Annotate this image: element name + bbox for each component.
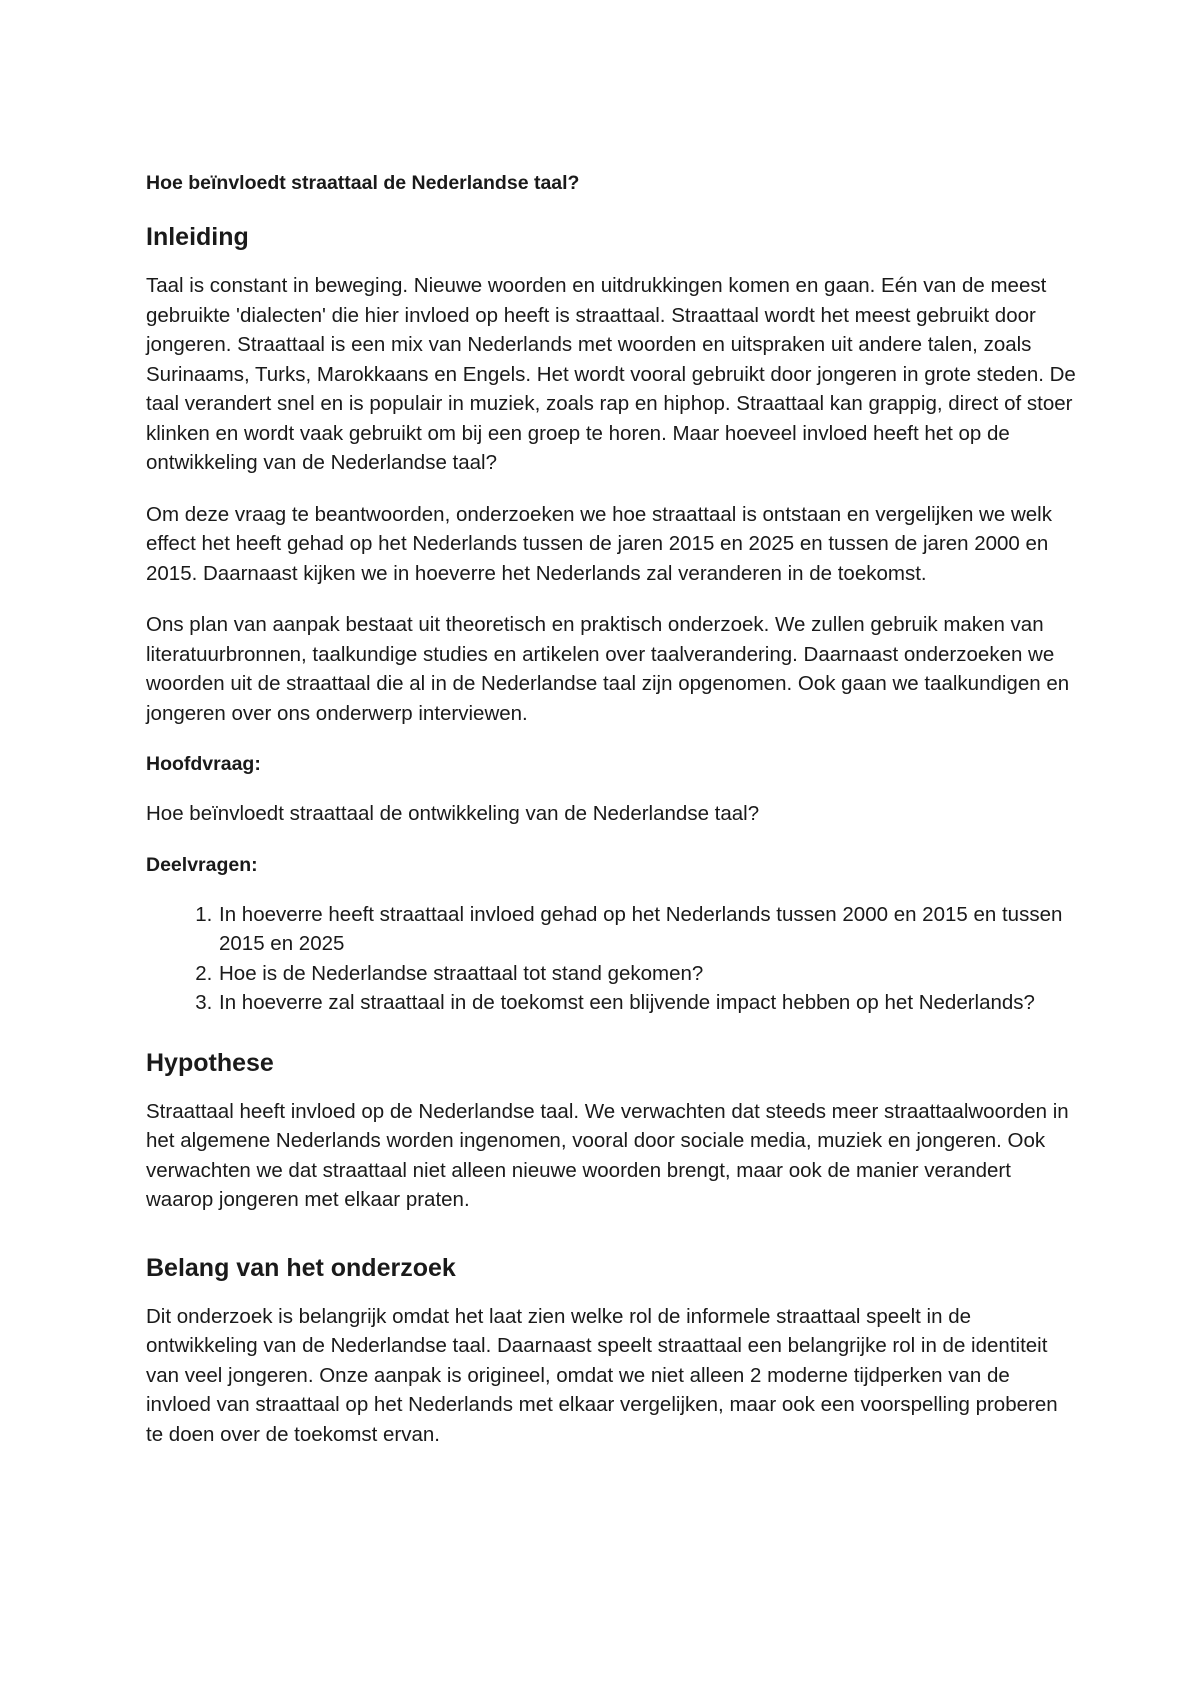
- section-belang: [146, 1251, 1076, 1450]
- heading-hypothese: Hypothese: [146, 1048, 274, 1077]
- section-inleiding: [146, 220, 1076, 1018]
- paragraph-inleiding-2: Om deze vraag te beantwoorden, onderzoeken we hoe straattaal is ontstaan en vergelijken we welk effect het heeft gehad op het Nederlands tussen de jaren 2015 en 2025 en tussen de jaren 2000 en 2015. Daarnaast kijken we in hoeverre het Nederlands zal veranderen in de toekomst.: [146, 502, 1052, 585]
- heading-belang: Belang van het onderzoek: [146, 1253, 456, 1282]
- list-item-deelvraag-2: 2. Hoe is de Nederlandse straattaal tot stand gekomen?: [218, 959, 1076, 989]
- list-deelvragen: [146, 900, 1076, 1018]
- paragraph-inleiding-1: Taal is constant in beweging. Nieuwe woorden en uitdrukkingen komen en gaan. Eén van de meest gebruikte 'dialecten' die hier invloed op heeft is straattaal. Straattaal wordt het meest gebruikt door jongeren. Straattaal is een mix van Nederlands met woorden en uitspraken uit andere talen, zoals Surinaams, Turks, Marokkaans en Engels. Het wordt vooral gebruikt door jongeren in grote steden. De taal verandert snel en is populair in muziek, zoals rap en hiphop. Straattaal kan grappig, direct of stoer klinken en wordt vaak gebruikt om bij een groep te horen. Maar hoeveel invloed heeft het op de ontwikkeling van de Nederlandse taal?: [146, 274, 1076, 474]
- paragraph-hoofdvraag: Hoe beïnvloedt straattaal de ontwikkeling van de Nederlandse taal?: [146, 802, 760, 825]
- paragraph-hypothese: Straattaal heeft invloed op de Nederlandse taal. We verwachten dat steeds meer straattaalwoorden in het algemene Nederlands worden ingenomen, vooral door sociale media, muziek en jongeren. Ook verwachten we dat straattaal niet alleen nieuwe woorden brengt, maar ook de manier verandert waarop jongeren met elkaar praten.: [146, 1099, 1069, 1211]
- label-hoofdvraag: Hoofdvraag:: [146, 753, 261, 775]
- document-title: Hoe beïnvloedt straattaal de Nederlandse taal?: [146, 172, 580, 194]
- label-deelvragen: Deelvragen:: [146, 853, 258, 876]
- document-page: [146, 168, 1076, 1471]
- paragraph-belang: Dit onderzoek is belangrijk omdat het laat zien welke rol de informele straattaal speelt in de ontwikkeling van de Nederlandse taal. Daarnaast speelt straattaal een belangrijke rol in de identiteit van veel jongeren. Onze aanpak is origineel, omdat we niet alleen 2 moderne tijdperken van de invloed van straattaal op het Nederlands met elkaar vergelijken, maar ook een voorspelling proberen te doen over de toekomst ervan.: [146, 1304, 1058, 1446]
- paragraph-inleiding-3: Ons plan van aanpak bestaat uit theoretisch en praktisch onderzoek. We zullen gebruik maken van literatuurbronnen, taalkundige studies en artikelen over taalverandering. Daarnaast onderzoeken we woorden uit de straattaal die al in de Nederlandse taal zijn opgenomen. Ook gaan we taalkundigen en jongeren over ons onderwerp interviewen.: [146, 613, 1070, 725]
- heading-inleiding: Inleiding: [146, 223, 249, 251]
- section-hypothese: [146, 1046, 1076, 1215]
- list-item-deelvraag-1: 1. In hoeverre heeft straattaal invloed gehad op het Nederlands tussen 2000 en 2015 en tussen 2015 en 2025: [218, 900, 1076, 959]
- list-item-deelvraag-3: 3. In hoeverre zal straattaal in de toekomst een blijvende impact hebben op het Nederlands?: [218, 988, 1076, 1018]
